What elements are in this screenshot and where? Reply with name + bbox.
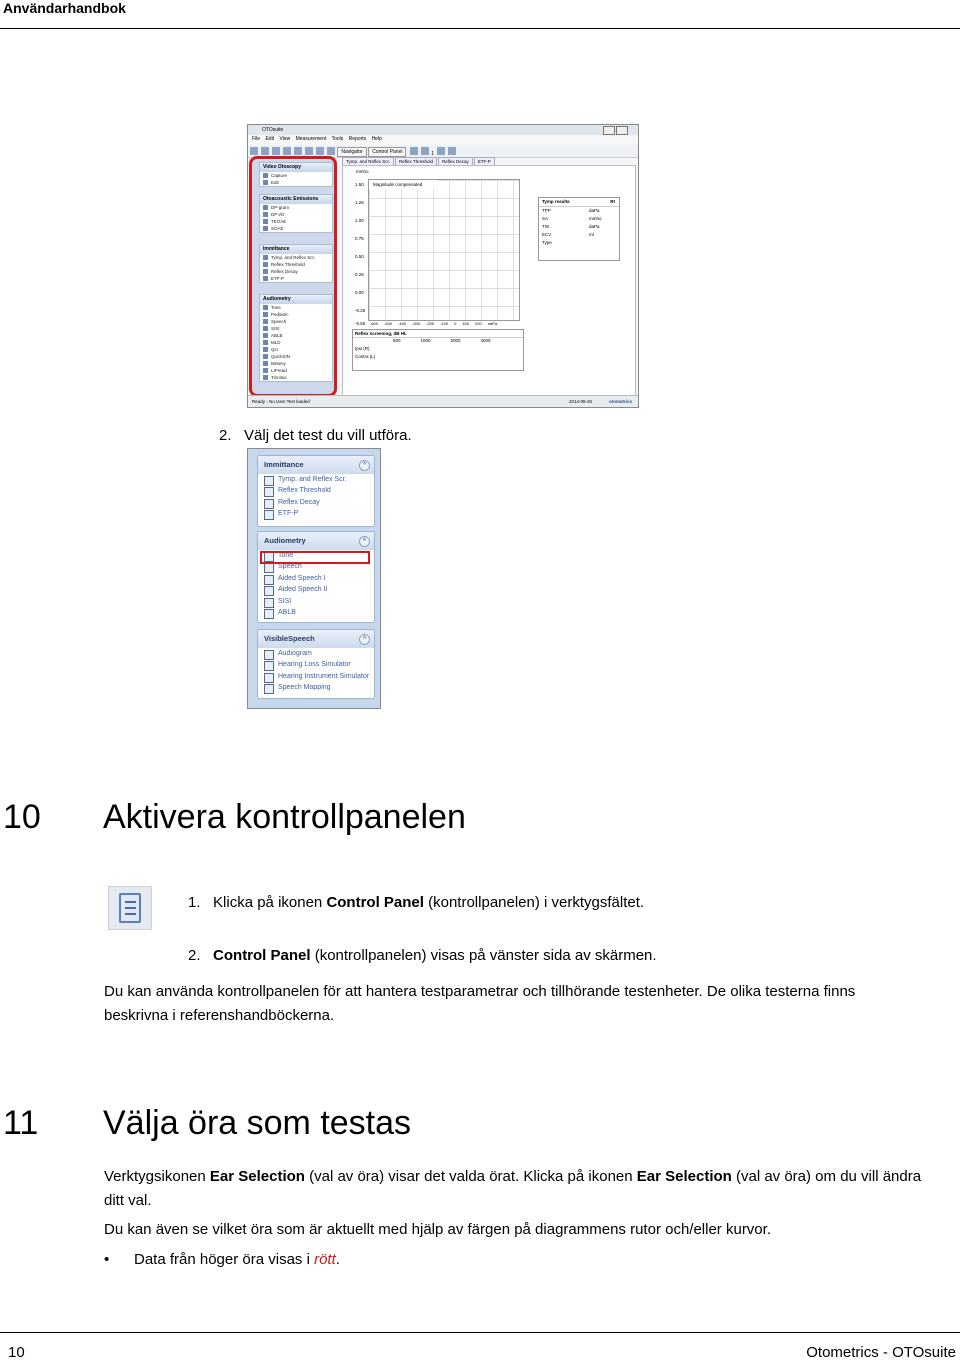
reflex-title: Reflex screening, dB HL — [353, 330, 523, 338]
list-item: Tymp. and Reflex Scr. — [260, 254, 332, 261]
page-number: 10 — [8, 1344, 25, 1361]
test-icon — [264, 510, 274, 520]
list-item: Tone — [258, 550, 374, 561]
list-item: Edit — [260, 179, 332, 186]
control-panel-button: Control Panel — [368, 147, 406, 157]
list-item: Reflex Threshold — [258, 485, 374, 496]
footer-divider — [0, 1332, 960, 1333]
reflex-row: Contra (L) — [355, 354, 376, 359]
tab-reflex-threshold: Reflex Threshold — [395, 157, 437, 165]
toolbar-icon — [261, 147, 269, 155]
toolbar-icon — [421, 147, 429, 155]
list-item: DP-gram — [260, 204, 332, 211]
control-panel-screenshot — [247, 448, 381, 709]
toolbar-icon — [283, 147, 291, 155]
group-title: Audiometry — [260, 295, 332, 304]
list-item: Capture — [260, 172, 332, 179]
menu-bar — [248, 136, 638, 145]
list-item: Speech Mapping — [258, 682, 374, 693]
test-tabs — [342, 157, 542, 165]
results-row: SA mmho — [542, 216, 602, 221]
toolbar-icon — [272, 147, 280, 155]
section-title: Välja öra som testas — [103, 1104, 412, 1142]
list-item: Pediatric — [260, 311, 332, 318]
results-ear: Rt — [610, 199, 615, 204]
list-item: LIPread — [260, 367, 332, 374]
list-item: ABLB — [260, 332, 332, 339]
collapse-icon: ^ — [359, 536, 370, 547]
group-visiblespeech — [257, 629, 375, 699]
list-item: Tymp. and Reflex Scr. — [258, 474, 374, 485]
list-item: Aided Speech I — [258, 573, 374, 584]
toolbar-icon — [410, 147, 418, 155]
s11-bullet: • Data från höger öra visas i rött. — [104, 1248, 340, 1272]
y-tick: 1.25 — [355, 200, 364, 205]
toolbar-icon — [316, 147, 324, 155]
y-tick: 1.50 — [355, 182, 364, 187]
control-panel-icon — [108, 886, 152, 930]
list-item: QLI — [260, 346, 332, 353]
results-title: Tymp results — [542, 199, 570, 204]
status-text: Ready - No User Test loaded — [252, 399, 310, 404]
test-icon — [264, 609, 274, 619]
tone-highlight — [260, 551, 370, 564]
group-title: Otoacoustic Emissions — [260, 195, 332, 204]
list-item: Reflex Threshold — [260, 261, 332, 268]
list-item: MLD — [260, 339, 332, 346]
list-item: ETF-P — [258, 508, 374, 519]
menu-measurement: Measurement — [295, 136, 327, 142]
s10-paragraph: Du kan använda kontrollpanelen för att hantera testparametrar och tillhörande testenheter. De olika testerna finns beskrivna i referenshandböckerna. — [104, 983, 856, 1024]
list-item: ETF-P — [260, 275, 332, 282]
menu-edit: Edit — [265, 136, 275, 142]
y-tick: 1.00 — [355, 218, 364, 223]
group-immittance — [257, 455, 375, 527]
group-audiometry — [257, 531, 375, 623]
list-item: Speech — [258, 561, 374, 572]
footer-product: Otometrics - OTOsuite — [806, 1344, 956, 1361]
list-item: Audiogram — [258, 648, 374, 659]
toolbar-icon — [250, 147, 258, 155]
header-divider — [0, 28, 960, 29]
list-item: DP I/O — [260, 211, 332, 218]
list-item: TEOAE — [260, 218, 332, 225]
list-item: Tinnitus — [260, 374, 332, 381]
control-panel-highlight — [249, 156, 337, 397]
status-bar — [248, 395, 638, 408]
chart-unit: mmho — [356, 169, 369, 174]
list-item: Aided Speech II — [258, 584, 374, 595]
group-title: Video Otoscopy — [260, 163, 332, 172]
step-2 — [219, 427, 412, 444]
results-row: TW daPa — [542, 224, 600, 229]
toolbar-icon — [448, 147, 456, 155]
tab-tymp: Tymp. and Reflex Scr. — [342, 157, 394, 165]
toolbar-icon — [327, 147, 335, 155]
otometrics-logo: otometrics — [608, 399, 632, 404]
s10-step-2: 2. Control Panel (kontrollpanelen) visas på vänster sida av skärmen. — [188, 947, 657, 964]
y-tick: 0.75 — [355, 236, 364, 241]
list-item: Hearing Instrument Simulator — [258, 671, 374, 682]
minimize-icon — [603, 126, 615, 135]
s11-paragraph-1: Verktygsikonen Ear Selection (val av öra) visar det valda örat. Klicka på ikonen Ear Selection (val av öra) om du vill ändra ditt val. — [104, 1168, 922, 1209]
section-number: 10 — [3, 798, 41, 836]
menu-reports: Reports — [348, 136, 367, 142]
results-row: TPP daPa — [542, 208, 600, 213]
list-item: SOAE — [260, 225, 332, 232]
list-item: Reflex Decay — [260, 268, 332, 275]
y-tick: 0.25 — [355, 272, 364, 277]
toolbar-icon — [305, 147, 313, 155]
results-row: ECV ml — [542, 232, 594, 237]
reflex-row: Ipsi (R) — [355, 346, 370, 351]
results-row: Type — [542, 240, 552, 245]
step-text: Välj det test du vill utföra. — [244, 427, 412, 444]
y-tick: -0.50 — [355, 321, 366, 326]
s11-paragraph-2: Du kan även se vilket öra som är aktuellt med hjälp av färgen på diagrammens rutor och/eller kurvor. — [104, 1221, 771, 1238]
bullet-icon: • — [104, 1251, 110, 1268]
reflex-screening-table — [352, 329, 524, 371]
group-header: Audiometry ^ — [258, 532, 374, 550]
y-tick: 0.50 — [355, 254, 364, 259]
window-controls — [602, 126, 636, 134]
collapse-icon: ^ — [359, 634, 370, 645]
list-item: SISI — [260, 325, 332, 332]
list-item: QuickSIN — [260, 353, 332, 360]
menu-help: Help — [371, 136, 382, 142]
tab-reflex-decay: Reflex Decay — [438, 157, 473, 165]
step-number: 2. — [219, 427, 232, 444]
list-item: Tone — [260, 304, 332, 311]
toolbar-counter: 1 — [431, 151, 435, 157]
status-date: 2014-05-25 — [568, 399, 592, 404]
reflex-freqs: 500 1000 2000 4000 — [393, 338, 491, 343]
window-titlebar — [248, 125, 638, 135]
window-title: OTOsuite — [262, 127, 284, 133]
y-tick: -0.25 — [355, 308, 366, 313]
list-item: SISI — [258, 596, 374, 607]
list-item: Reflex Decay — [258, 497, 374, 508]
x-ticks: -600 -500 -400 -300 -200 -100 0 100 200 daPa — [370, 321, 498, 326]
collapse-icon: ^ — [359, 460, 370, 471]
menu-tools: Tools — [331, 136, 344, 142]
tymp-chart — [368, 179, 520, 321]
tymp-results-panel — [538, 197, 620, 261]
maximize-icon — [616, 126, 628, 135]
group-header: VisibleSpeech ^ — [258, 630, 374, 648]
toolbar-icon — [437, 147, 445, 155]
tab-etf-p: ETF-P — [474, 157, 495, 165]
toolbar-icon — [294, 147, 302, 155]
group-title: Immittance — [260, 245, 332, 254]
menu-file: File — [252, 136, 261, 142]
section-title: Aktivera kontrollpanelen — [103, 798, 466, 836]
y-tick: 0.00 — [355, 290, 364, 295]
chart-legend: Magnitude compensated — [369, 180, 437, 189]
document-header-title: Användarhandbok — [3, 0, 126, 16]
otosuite-screenshot — [247, 124, 639, 408]
menu-view: View — [279, 136, 291, 142]
navigator-button: Navigator — [337, 147, 366, 157]
group-header: Immittance ^ — [258, 456, 374, 474]
list-item: Speech — [260, 318, 332, 325]
s10-step-1: 1. Klicka på ikonen Control Panel (kontrollpanelen) i verktygsfältet. — [188, 894, 645, 911]
test-icon — [264, 684, 274, 694]
list-item: ABLB — [258, 607, 374, 618]
list-item: Hearing Loss Simulator — [258, 659, 374, 670]
section-10-heading — [3, 798, 466, 837]
section-11-heading — [3, 1104, 411, 1143]
list-item: Bekesy — [260, 360, 332, 367]
section-number: 11 — [3, 1104, 39, 1142]
